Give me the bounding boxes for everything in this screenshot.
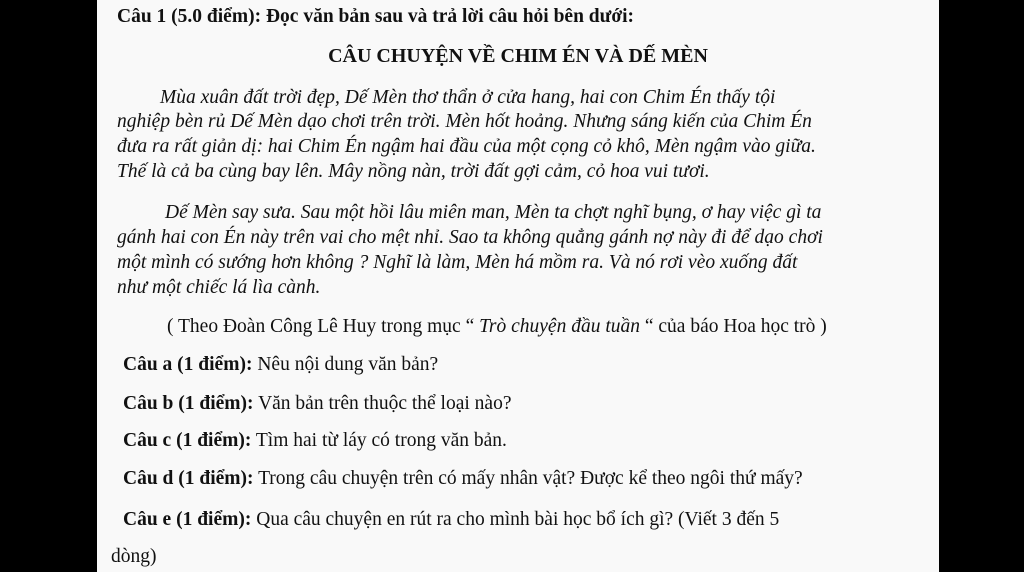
question-text: Văn bản trên thuộc thể loại nào? (253, 393, 512, 414)
question-label: Câu c (1 điểm): (123, 430, 252, 451)
question-label: Câu e (1 điểm): (123, 509, 252, 530)
question-item (123, 353, 438, 377)
passage-line: Thế là cả ba cùng bay lên. Mây nồng nàn, trời đất gợi cảm, cỏ hoa vui tươi. (117, 161, 710, 182)
question-item (123, 467, 803, 491)
question-item (123, 429, 507, 453)
question-label: Câu a (1 điểm): (123, 354, 253, 375)
passage-line: Dế Mèn say sưa. Sau một hồi lâu miên man, Mèn ta chợt nghĩ bụng, ơ hay việc gì ta (165, 202, 822, 223)
question-text: Qua câu chuyện en rút ra cho mình bài học bổ ích gì? (Viết 3 đến 5 (251, 509, 780, 530)
question-header (117, 5, 634, 29)
source-column: Trò chuyện đầu tuần (479, 316, 640, 337)
passage-line: Mùa xuân đất trời đẹp, Dế Mèn thơ thẩn ở cửa hang, hai con Chim Én thấy tội (160, 87, 776, 108)
question-item (123, 392, 511, 416)
question-number: Câu 1 (5.0 điểm): (117, 6, 262, 27)
document-page (97, 0, 939, 572)
source-prefix: ( Theo Đoàn Công Lê Huy trong mục “ (167, 316, 480, 337)
passage-line: gánh hai con Én này trên vai cho mệt nhỉ. Sao ta không quẳng gánh nợ này đi để dạo chơi (117, 227, 823, 248)
source-suffix: “ của báo Hoa học trò ) (640, 316, 827, 337)
question-text: Trong câu chuyện trên có mấy nhân vật? Được kể theo ngôi thứ mấy? (253, 468, 803, 489)
question-continuation: dòng) (111, 546, 157, 567)
question-label: Câu d (1 điểm): (123, 468, 254, 489)
question-item (123, 508, 779, 532)
question-label: Câu b (1 điểm): (123, 393, 254, 414)
story-title: CÂU CHUYỆN VỀ CHIM ÉN VÀ DẾ MÈN (328, 45, 708, 67)
question-text: Tìm hai từ láy có trong văn bản. (251, 430, 507, 451)
passage-line: một mình có sướng hơn không ? Nghĩ là làm, Mèn há mồm ra. Và nó rơi vèo xuống đất (117, 252, 798, 273)
source-citation (167, 315, 827, 339)
passage-line: như một chiếc lá lìa cành. (117, 277, 321, 298)
question-instruction: Đọc văn bản sau và trả lời câu hỏi bên dưới: (261, 6, 635, 27)
passage-line: nghiệp bèn rủ Dế Mèn dạo chơi trên trời. Mèn hốt hoảng. Nhưng sáng kiến của Chim Én (117, 111, 812, 132)
passage-line: đưa ra rất giản dị: hai Chim Én ngậm hai đầu của một cọng cỏ khô, Mèn ngậm vào giữa. (117, 136, 816, 157)
question-text: Nêu nội dung văn bản? (252, 354, 439, 375)
